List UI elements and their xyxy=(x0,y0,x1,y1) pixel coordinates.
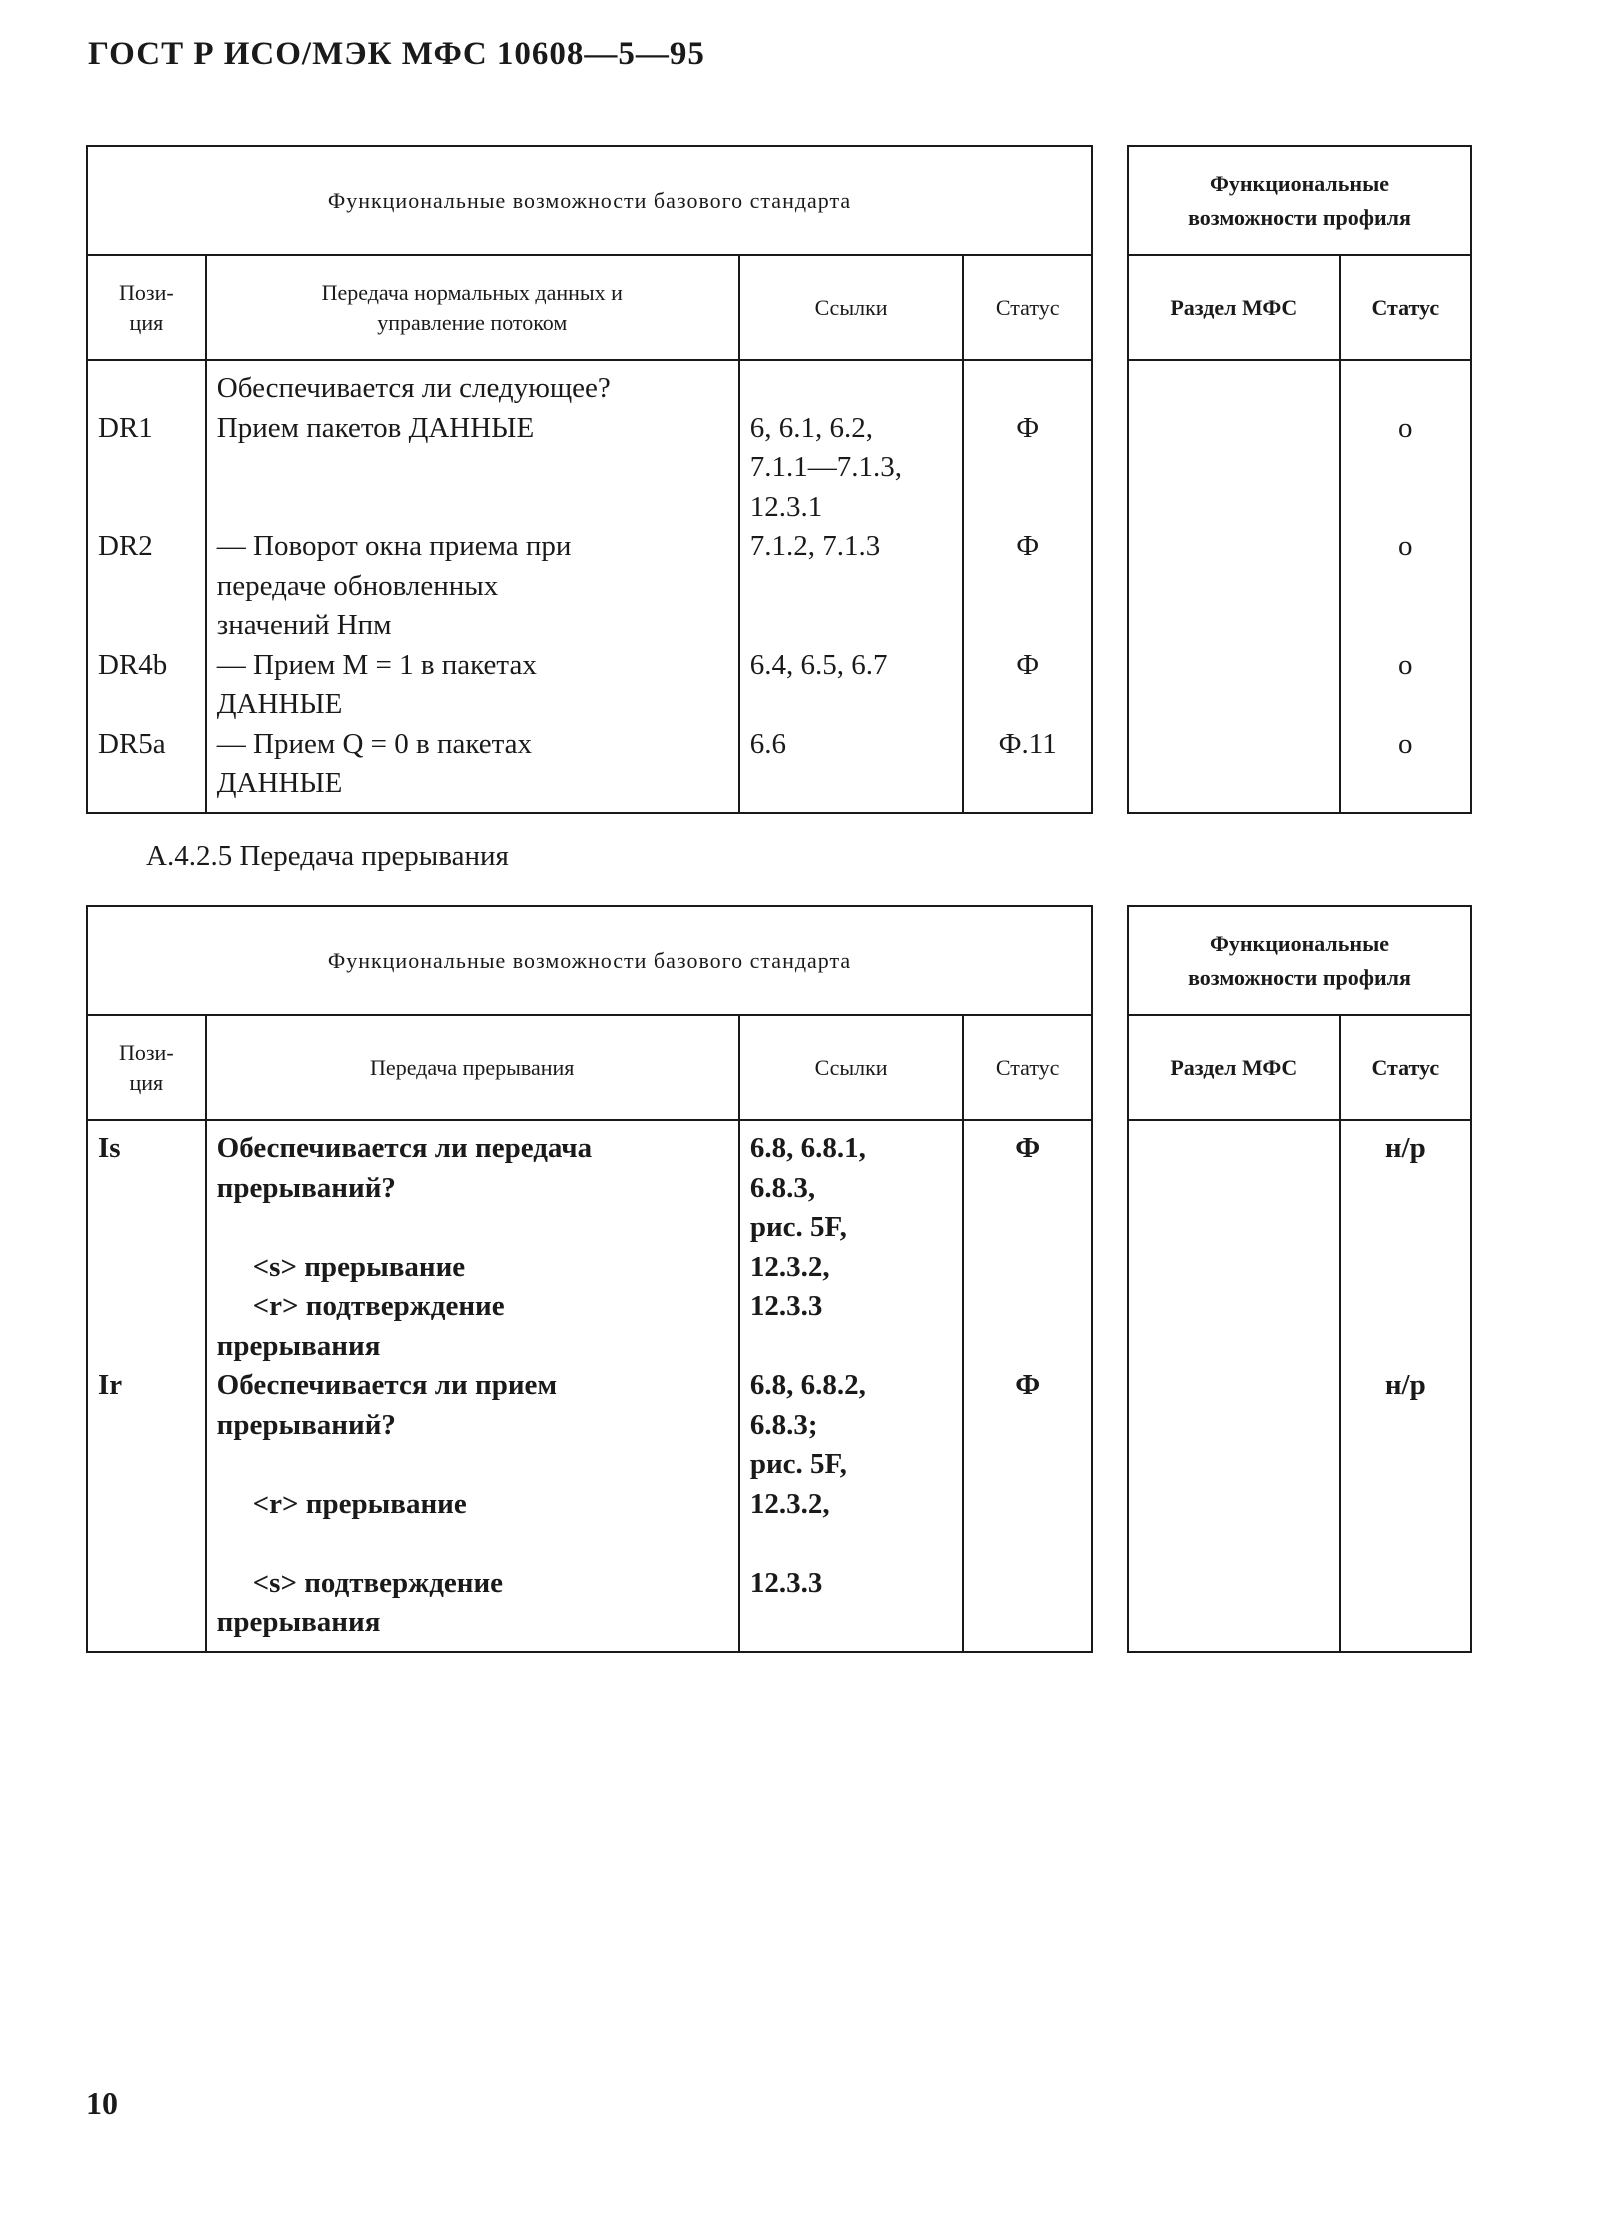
status-cell: Ф.11 xyxy=(998,727,1057,760)
profile-header-line1: Функциональные xyxy=(1209,170,1390,196)
profile-status-cell: н/р xyxy=(1384,1132,1426,1164)
table2-position-column xyxy=(87,1120,206,1652)
profile-status-cell xyxy=(1351,1248,1460,1288)
mfs-section-cell xyxy=(1139,725,1329,765)
position-cell xyxy=(98,369,195,409)
status-cell xyxy=(974,764,1081,804)
table1-col-status: Статус xyxy=(963,255,1092,360)
status-cell xyxy=(974,1485,1081,1525)
references-line: 6.8.3, xyxy=(749,1171,816,1204)
mfs-section-cell xyxy=(1139,1208,1329,1248)
col-position-line1: Пози- xyxy=(118,1039,174,1065)
mfs-section-cell xyxy=(1139,1248,1329,1288)
status-cell: Ф xyxy=(1016,530,1040,562)
position-cell: DR4b xyxy=(98,648,168,681)
references-line: рис. 5F, xyxy=(749,1211,847,1243)
references-line xyxy=(750,567,953,607)
position-cell: Ir xyxy=(98,1369,123,1401)
profile-status-cell: о xyxy=(1398,648,1413,681)
references-line xyxy=(750,606,953,646)
position-cell xyxy=(98,606,195,646)
table2-col-position xyxy=(87,1015,206,1120)
profile-status-cell xyxy=(1351,1327,1460,1367)
col-description-line1: Передача нормальных данных и xyxy=(321,279,623,305)
mfs-section-cell xyxy=(1139,685,1329,725)
description-line xyxy=(217,1445,728,1485)
profile-status-cell: о xyxy=(1398,530,1413,562)
description-line xyxy=(217,1524,728,1564)
description-line xyxy=(217,1208,728,1248)
position-cell xyxy=(98,1287,195,1327)
position-cell xyxy=(98,1406,195,1446)
table2-profile xyxy=(1127,905,1472,1653)
table1-profile xyxy=(1127,145,1472,814)
description-line: ДАННЫЕ xyxy=(216,767,343,799)
profile-status-cell xyxy=(1351,567,1460,607)
mfs-section-cell xyxy=(1139,1603,1329,1643)
table2-references-column xyxy=(739,1120,964,1652)
status-cell xyxy=(974,448,1081,488)
table2-col-status: Статус xyxy=(963,1015,1092,1120)
status-cell xyxy=(974,1445,1081,1485)
profile-status-cell xyxy=(1351,1445,1460,1485)
description-line: <r> прерывание xyxy=(252,1487,467,1520)
table1-col-mfs-section: Раздел МФС xyxy=(1128,255,1340,360)
profile-status-cell xyxy=(1351,1208,1460,1248)
description-line: прерывания xyxy=(216,1606,381,1638)
mfs-section-cell xyxy=(1139,409,1329,449)
profile-status-cell xyxy=(1351,1603,1460,1643)
status-cell xyxy=(974,1406,1081,1446)
profile-status-cell xyxy=(1351,488,1460,528)
table2-mfs-section-column xyxy=(1128,1120,1340,1652)
profile-status-cell xyxy=(1351,1406,1460,1446)
page-number: 10 xyxy=(86,2085,118,2121)
table2-col-references: Ссылки xyxy=(739,1015,964,1120)
references-line: 7.1.1—7.1.3, xyxy=(749,451,903,483)
mfs-section-cell xyxy=(1139,606,1329,646)
position-cell xyxy=(98,1524,195,1564)
col-position-line1: Пози- xyxy=(119,279,174,305)
status-cell xyxy=(974,606,1081,646)
mfs-section-cell xyxy=(1139,1406,1329,1446)
status-cell: Ф xyxy=(1016,411,1040,444)
status-cell xyxy=(974,1564,1081,1604)
profile-status-cell xyxy=(1351,764,1460,804)
table1-status-column xyxy=(963,360,1092,813)
table1-base-header: Функциональные возможности базового стандарта xyxy=(87,146,1092,255)
description-line: ДАННЫЕ xyxy=(216,688,343,720)
references-line: 12.3.3 xyxy=(749,1290,823,1322)
table2-base xyxy=(86,905,1093,1653)
status-cell xyxy=(974,1524,1081,1564)
table1-col-position xyxy=(87,255,206,360)
position-cell xyxy=(98,1169,195,1209)
references-line xyxy=(750,369,953,409)
references-line xyxy=(750,1524,953,1564)
references-line: 12.3.2, xyxy=(749,1487,830,1520)
references-line: 12.3.1 xyxy=(749,490,823,523)
references-line: 6.8, 6.8.1, xyxy=(749,1132,866,1164)
position-cell: Is xyxy=(98,1132,121,1164)
references-line: 7.1.2, 7.1.3 xyxy=(749,530,881,562)
profile-status-cell xyxy=(1351,1564,1460,1604)
position-cell xyxy=(98,1208,195,1248)
mfs-section-cell xyxy=(1139,1445,1329,1485)
table1-references-column xyxy=(739,360,964,813)
status-cell: Ф xyxy=(1015,1369,1041,1401)
mfs-section-cell xyxy=(1139,1327,1329,1367)
position-cell: DR2 xyxy=(98,530,153,562)
status-cell xyxy=(974,1169,1081,1209)
mfs-section-cell xyxy=(1139,1485,1329,1525)
position-cell xyxy=(98,567,195,607)
references-line: 6.8.3; xyxy=(749,1408,818,1441)
references-line xyxy=(750,685,953,725)
mfs-section-cell xyxy=(1139,448,1329,488)
profile-status-cell xyxy=(1351,1169,1460,1209)
section-title: А.4.2.5 Передача прерывания xyxy=(146,840,509,872)
mfs-section-cell xyxy=(1139,1287,1329,1327)
table2-col-mfs-section: Раздел МФС xyxy=(1128,1015,1340,1120)
table1-profile-header xyxy=(1128,146,1471,255)
position-cell: DR1 xyxy=(98,411,153,444)
profile-status-cell xyxy=(1351,1524,1460,1564)
mfs-section-cell xyxy=(1139,527,1329,567)
mfs-section-cell xyxy=(1139,646,1329,686)
status-cell xyxy=(974,1327,1081,1367)
references-line xyxy=(750,1327,953,1367)
position-cell xyxy=(98,1248,195,1288)
status-cell: Ф xyxy=(1015,1132,1041,1164)
description-line: <s> прерывание xyxy=(252,1250,466,1283)
position-cell xyxy=(98,1485,195,1525)
profile-status-cell xyxy=(1351,369,1460,409)
profile-status-cell xyxy=(1351,606,1460,646)
description-line: Обеспечивается ли следующее? xyxy=(216,372,611,404)
description-line: Обеспечивается ли передача xyxy=(216,1132,593,1164)
description-line: — Поворот окна приема при xyxy=(216,530,572,562)
profile-status-cell xyxy=(1351,685,1460,725)
col-position-line2: ция xyxy=(129,309,164,335)
position-cell xyxy=(98,1327,195,1367)
description-line: — Прием М = 1 в пакетах xyxy=(216,648,537,681)
profile-status-cell: о xyxy=(1398,727,1413,760)
status-cell xyxy=(974,488,1081,528)
table1-profile-status-column xyxy=(1340,360,1471,813)
description-line: прерывания xyxy=(216,1329,381,1362)
position-cell xyxy=(98,1603,195,1643)
table1-base xyxy=(86,145,1093,814)
profile-status-cell xyxy=(1351,1287,1460,1327)
description-line: значений Нпм xyxy=(216,609,392,641)
profile-status-cell: о xyxy=(1398,411,1413,444)
position-cell xyxy=(98,764,195,804)
table1-position-column xyxy=(87,360,206,813)
status-cell xyxy=(974,1287,1081,1327)
status-cell xyxy=(974,1208,1081,1248)
description-line xyxy=(217,488,728,528)
references-line: 12.3.2, xyxy=(749,1250,830,1283)
references-line: 6, 6.1, 6.2, xyxy=(749,411,874,444)
mfs-section-cell xyxy=(1139,1129,1329,1169)
table2-col-profile-status: Статус xyxy=(1340,1015,1471,1120)
description-line: <r> подтверждение xyxy=(252,1290,505,1322)
profile-header-line2: возможности профиля xyxy=(1188,204,1411,230)
references-line: 6.4, 6.5, 6.7 xyxy=(749,648,888,681)
position-cell xyxy=(98,488,195,528)
profile-status-cell: н/р xyxy=(1384,1369,1426,1401)
references-line: 6.6 xyxy=(749,727,787,760)
position-cell xyxy=(98,1445,195,1485)
mfs-section-cell xyxy=(1139,1366,1329,1406)
profile-header-line1: Функциональные xyxy=(1209,930,1390,956)
status-cell xyxy=(974,369,1081,409)
table2-status-column xyxy=(963,1120,1092,1652)
position-cell xyxy=(98,1564,195,1604)
table2-profile-header xyxy=(1128,906,1471,1015)
status-cell xyxy=(974,567,1081,607)
references-line xyxy=(750,764,953,804)
description-line: Обеспечивается ли прием xyxy=(216,1369,558,1401)
references-line xyxy=(750,1603,953,1643)
table2-base-header: Функциональные возможности базового стандарта xyxy=(87,906,1092,1015)
position-cell xyxy=(98,448,195,488)
description-line: передаче обновленных xyxy=(216,569,499,602)
position-cell xyxy=(98,685,195,725)
mfs-section-cell xyxy=(1139,567,1329,607)
mfs-section-cell xyxy=(1139,1564,1329,1604)
description-line: прерываний? xyxy=(216,1408,396,1441)
status-cell xyxy=(974,685,1081,725)
table1-description-column xyxy=(206,360,739,813)
status-cell: Ф xyxy=(1016,648,1040,681)
table1-col-description xyxy=(206,255,739,360)
table2-profile-status-column xyxy=(1340,1120,1471,1652)
references-line: рис. 5F, xyxy=(749,1448,847,1480)
references-line: 6.8, 6.8.2, xyxy=(749,1369,866,1401)
references-line: 12.3.3 xyxy=(749,1566,823,1599)
description-line xyxy=(217,448,728,488)
description-line: — Прием Q = 0 в пакетах xyxy=(216,727,532,760)
mfs-section-cell xyxy=(1139,1524,1329,1564)
description-line: прерываний? xyxy=(216,1171,396,1204)
col-position-line2: ция xyxy=(129,1069,164,1095)
table1-mfs-section-column xyxy=(1128,360,1340,813)
table2-col-description: Передача прерывания xyxy=(206,1015,739,1120)
description-line: Прием пакетов ДАННЫЕ xyxy=(216,411,535,444)
mfs-section-cell xyxy=(1139,1169,1329,1209)
table2-description-column xyxy=(206,1120,739,1652)
profile-header-line2: возможности профиля xyxy=(1188,964,1411,990)
page-header: ГОСТ Р ИСО/МЭК МФС 10608—5—95 xyxy=(88,36,705,72)
mfs-section-cell xyxy=(1139,764,1329,804)
position-cell: DR5a xyxy=(98,727,166,760)
status-cell xyxy=(974,1248,1081,1288)
profile-status-cell xyxy=(1351,448,1460,488)
col-description-line2: управление потоком xyxy=(377,309,568,335)
status-cell xyxy=(974,1603,1081,1643)
mfs-section-cell xyxy=(1139,488,1329,528)
table1-col-profile-status: Статус xyxy=(1340,255,1471,360)
mfs-section-cell xyxy=(1139,369,1329,409)
table1-col-references: Ссылки xyxy=(739,255,964,360)
profile-status-cell xyxy=(1351,1485,1460,1525)
description-line: <s> подтверждение xyxy=(252,1566,504,1599)
